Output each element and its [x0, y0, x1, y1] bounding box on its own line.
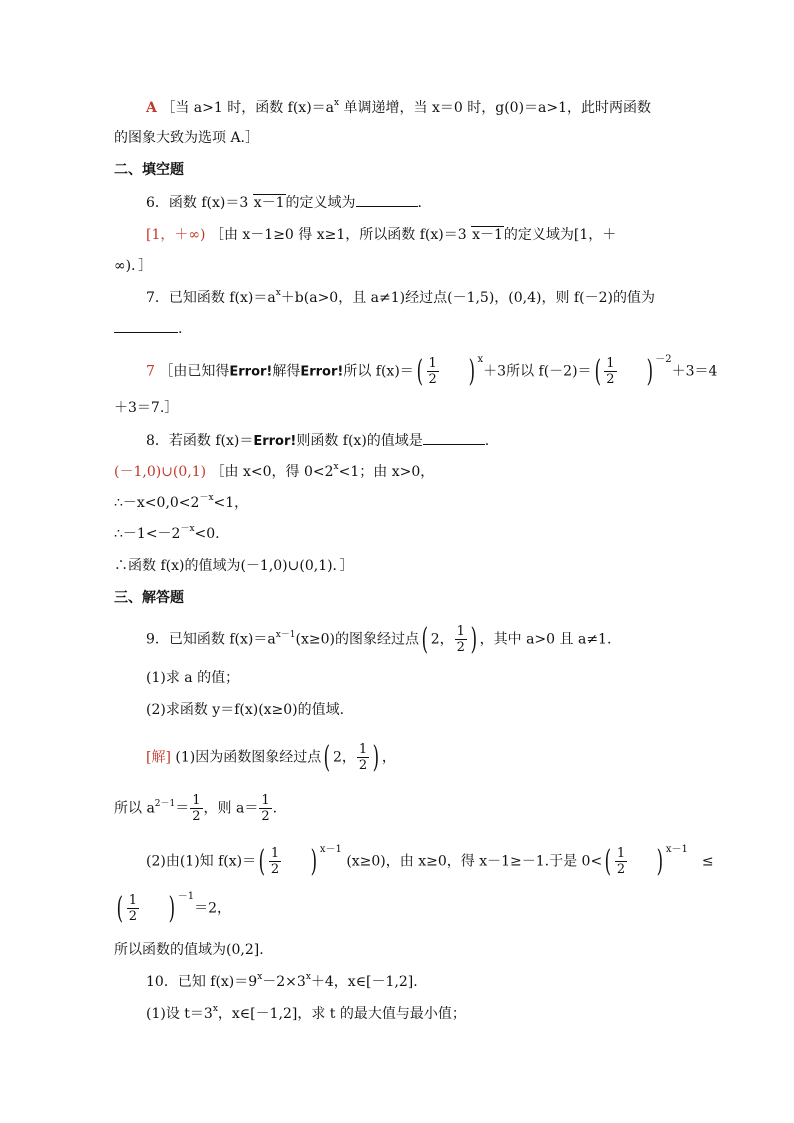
q9-left-paren: ( — [421, 621, 429, 657]
q8-answer: (－1,0)∪(0,1) — [114, 464, 207, 480]
q9-sol-den: 2 — [358, 758, 368, 773]
q8-explain-b: <1；由 x>0， — [338, 464, 435, 480]
q8-answer-line2 — [114, 493, 248, 515]
q9-text-b: (x≥0)的图象经过点 — [295, 631, 419, 648]
q9-solution-line4 — [114, 890, 232, 926]
q9-sol-b: ， — [381, 749, 396, 766]
q9-right-paren: ) — [470, 621, 478, 657]
q6-answer-line2: ∞)．］ — [114, 258, 153, 274]
q9-sol-l3a: (2)由(1)知 f(x)＝ — [146, 853, 257, 870]
q10-p1b: ，x∈[－1,2]，求 t 的最大值与最小值； — [217, 1006, 466, 1022]
question-8 — [146, 430, 489, 452]
q7-text-b: ＋b(a>0，且 a≠1)经过点(－1,5)，(0,4)，则 f(－2)的值为 — [280, 290, 655, 306]
q10-text-a: 10．已知 f(x)＝9 — [146, 974, 258, 990]
q9-text: 9．已知函数 f(x)＝a — [146, 631, 276, 648]
q10-exp1: x — [257, 972, 263, 982]
q9-sol-l4-lparen: ( — [116, 890, 124, 926]
q9-sol-l3-rparen: ) — [310, 843, 318, 879]
q7-exp-neg2: －2 — [655, 353, 672, 365]
q7-exp-x: x — [477, 353, 484, 365]
q9-fraction — [455, 624, 467, 655]
q9-sol-num: 1 — [358, 742, 368, 757]
q9-sol-l2-frac — [190, 793, 202, 824]
section-heading-fill-in: 二、填空题 — [114, 162, 184, 178]
q8-answer-line3 — [114, 524, 220, 546]
q7-answer-line2: ＋3＝7.］ — [114, 400, 179, 416]
q5-answer-letter: A — [146, 100, 157, 116]
q9-sol-l2-num2: 1 — [261, 793, 270, 808]
q6-text-b: 的定义域为 — [285, 195, 356, 211]
q9-solution-line3 — [146, 843, 714, 879]
q8-text-c: . — [484, 433, 490, 449]
q6-text: 6．函数 f(x)＝3 — [146, 195, 253, 211]
q8-answer-line1 — [114, 462, 434, 484]
q10-part1 — [146, 1004, 466, 1026]
q10-p1-exp: x — [212, 1004, 218, 1014]
q10-exp2: x — [305, 972, 311, 982]
q9-sol-l3-frac2 — [615, 846, 627, 877]
q6-explain-b: 的定义域为[1，＋ — [503, 227, 617, 243]
q7-right-paren: ) — [468, 353, 475, 389]
q9-part2: (2)求函数 y＝f(x)(x≥0)的值域. — [146, 702, 345, 718]
q5-exp: x — [334, 98, 340, 108]
q9-sol-l2b: ＝ — [175, 800, 190, 817]
q9-sol-l4-rparen: ) — [168, 890, 176, 926]
question-6 — [146, 192, 422, 213]
q6-answer-blank — [356, 192, 418, 207]
q6-answer: [1，＋∞) — [146, 227, 206, 243]
q7-num: 1 — [428, 356, 437, 371]
q9-sol-l3-frac — [269, 846, 281, 877]
q7-fraction-2 — [604, 356, 616, 387]
q8-line2-exp: －x — [199, 493, 214, 503]
q6-radicand: x－1 — [253, 195, 285, 211]
q9-sol-l3-exp: x－1 — [319, 843, 342, 855]
q7-text: 7．已知函数 f(x)＝a — [146, 290, 276, 306]
q10-p1a: (1)设 t＝3 — [146, 1006, 213, 1022]
q9-solution-line5: 所以函数的值域为(0,2]. — [114, 942, 264, 958]
q7-left-paren: ( — [416, 353, 423, 389]
q7-explain-c: 所以 f(x)＝ — [343, 363, 414, 380]
q9-sol-l2-den: 2 — [192, 809, 201, 824]
q6-answer-line1 — [146, 225, 616, 245]
q7-blank-line — [114, 318, 182, 339]
q9-sol-l3-den2: 2 — [616, 862, 626, 877]
q8-exp: x — [333, 462, 339, 472]
q7-explain-b: 解得 — [272, 363, 301, 380]
q5-answer-line2: 的图象大致为选项 A.］ — [114, 130, 260, 146]
question-9 — [146, 621, 612, 657]
q9-sol-l4-frac — [127, 893, 139, 924]
q6-explain-radicand: x－1 — [472, 227, 503, 243]
q9-sol-l2-exp: 2－1 — [154, 798, 176, 809]
q6-text-c: . — [417, 195, 422, 211]
solution-tag: [解] — [146, 749, 171, 766]
q7-text-c: . — [178, 321, 183, 337]
q10-text-c: ＋4，x∈[－1,2]. — [310, 974, 418, 990]
q9-sol-a: (1)因为函数图象经过点 — [175, 749, 322, 766]
q9-sol-fraction — [357, 742, 369, 773]
q9-sol-point-x: 2， — [332, 749, 356, 766]
q5-answer-line1 — [146, 98, 651, 120]
q9-sol-l2-frac2 — [259, 793, 271, 824]
q9-sol-l4b: ＝2， — [194, 900, 232, 917]
q7-left-paren-2: ( — [594, 353, 601, 389]
q9-part1: (1)求 a 的值； — [146, 670, 240, 686]
q9-sol-l3b: (x≥0)，由 x≥0，得 x－1≥－1.于是 0< — [346, 853, 603, 870]
q7-answer: 7 — [146, 363, 155, 380]
q9-sol-l2-num: 1 — [192, 793, 201, 808]
q9-den: 2 — [456, 640, 465, 655]
q7-fraction — [427, 356, 439, 387]
q7-right-paren-2: ) — [646, 353, 653, 389]
q9-sol-right-paren: ) — [372, 739, 380, 775]
q5-answer-text: ［当 a>1 时，函数 f(x)＝a — [161, 100, 335, 116]
q10-text-b: －2×3 — [262, 974, 306, 990]
q9-sol-l3-den: 2 — [270, 862, 280, 877]
q8-line2-a: ∴－x<0,0<2 — [114, 495, 200, 511]
q8-answer-blank — [423, 430, 485, 445]
q9-num: 1 — [456, 624, 465, 639]
q9-point-x: 2， — [430, 631, 454, 648]
q9-sol-l2c: ，则 a＝ — [203, 800, 259, 817]
q9-exp: x－1 — [275, 629, 296, 640]
q5-answer-text-b: 单调递增，当 x＝0 时，g(0)＝a>1，此时两函数 — [339, 100, 652, 116]
q9-sol-l4-exp: －1 — [177, 890, 195, 902]
q9-solution-line1 — [146, 739, 396, 775]
q9-sol-l2a: 所以 a — [114, 800, 155, 817]
q7-error-2: Error! — [300, 364, 344, 380]
q9-text-c: ，其中 a>0 且 a≠1. — [479, 631, 612, 648]
q8-explain-a: ［由 x<0，得 0<2 — [210, 464, 334, 480]
q7-explain-d: ＋3所以 f(－2)＝ — [483, 363, 592, 380]
q8-line3-b: <0. — [194, 526, 220, 542]
q7-answer-line1 — [146, 353, 718, 389]
q9-sol-l3-num: 1 — [270, 846, 280, 861]
q9-sol-l2-den2: 2 — [261, 809, 270, 824]
q7-den: 2 — [428, 372, 437, 387]
q8-answer-line4: ∴函数 f(x)的值域为(－1,0)∪(0,1)．］ — [114, 558, 354, 574]
q7-answer-blank — [114, 318, 178, 333]
q7-exp: x — [275, 288, 281, 298]
q7-num-2: 1 — [606, 356, 615, 371]
section-heading-solutions: 三、解答题 — [114, 590, 184, 606]
q8-line2-b: <1， — [213, 495, 249, 511]
question-7 — [146, 288, 655, 310]
q7-explain-a: ［由已知得 — [159, 363, 230, 380]
q7-den-2: 2 — [606, 372, 615, 387]
q9-sol-l4-num: 1 — [128, 893, 137, 908]
q8-line3-a: ∴－1<－2 — [114, 526, 181, 542]
q8-error: Error! — [253, 434, 297, 449]
question-10 — [146, 972, 418, 994]
q9-solution-line2 — [114, 793, 277, 824]
q9-sol-l2d: . — [272, 800, 278, 817]
q9-sol-l3c: ≤ — [701, 853, 714, 870]
q8-line3-exp: －x — [180, 524, 195, 534]
q9-sol-l3-exp2: x－1 — [665, 843, 688, 855]
q7-error-1: Error! — [229, 364, 273, 380]
q9-sol-l3-lparen: ( — [258, 843, 266, 879]
q9-sol-l3-lparen2: ( — [604, 843, 612, 879]
q8-text: 8．若函数 f(x)＝ — [146, 433, 254, 449]
q9-sol-l4-den: 2 — [128, 909, 137, 924]
q9-sol-left-paren: ( — [323, 739, 331, 775]
q6-explain: ［由 x－1≥0 得 x≥1，所以函数 f(x)＝3 — [209, 227, 472, 243]
q9-sol-l3-rparen2: ) — [656, 843, 664, 879]
q9-sol-l3-num2: 1 — [616, 846, 626, 861]
q7-explain-e: ＋3＝4 — [671, 363, 718, 380]
q8-text-b: 则函数 f(x)的值域是 — [296, 433, 423, 449]
